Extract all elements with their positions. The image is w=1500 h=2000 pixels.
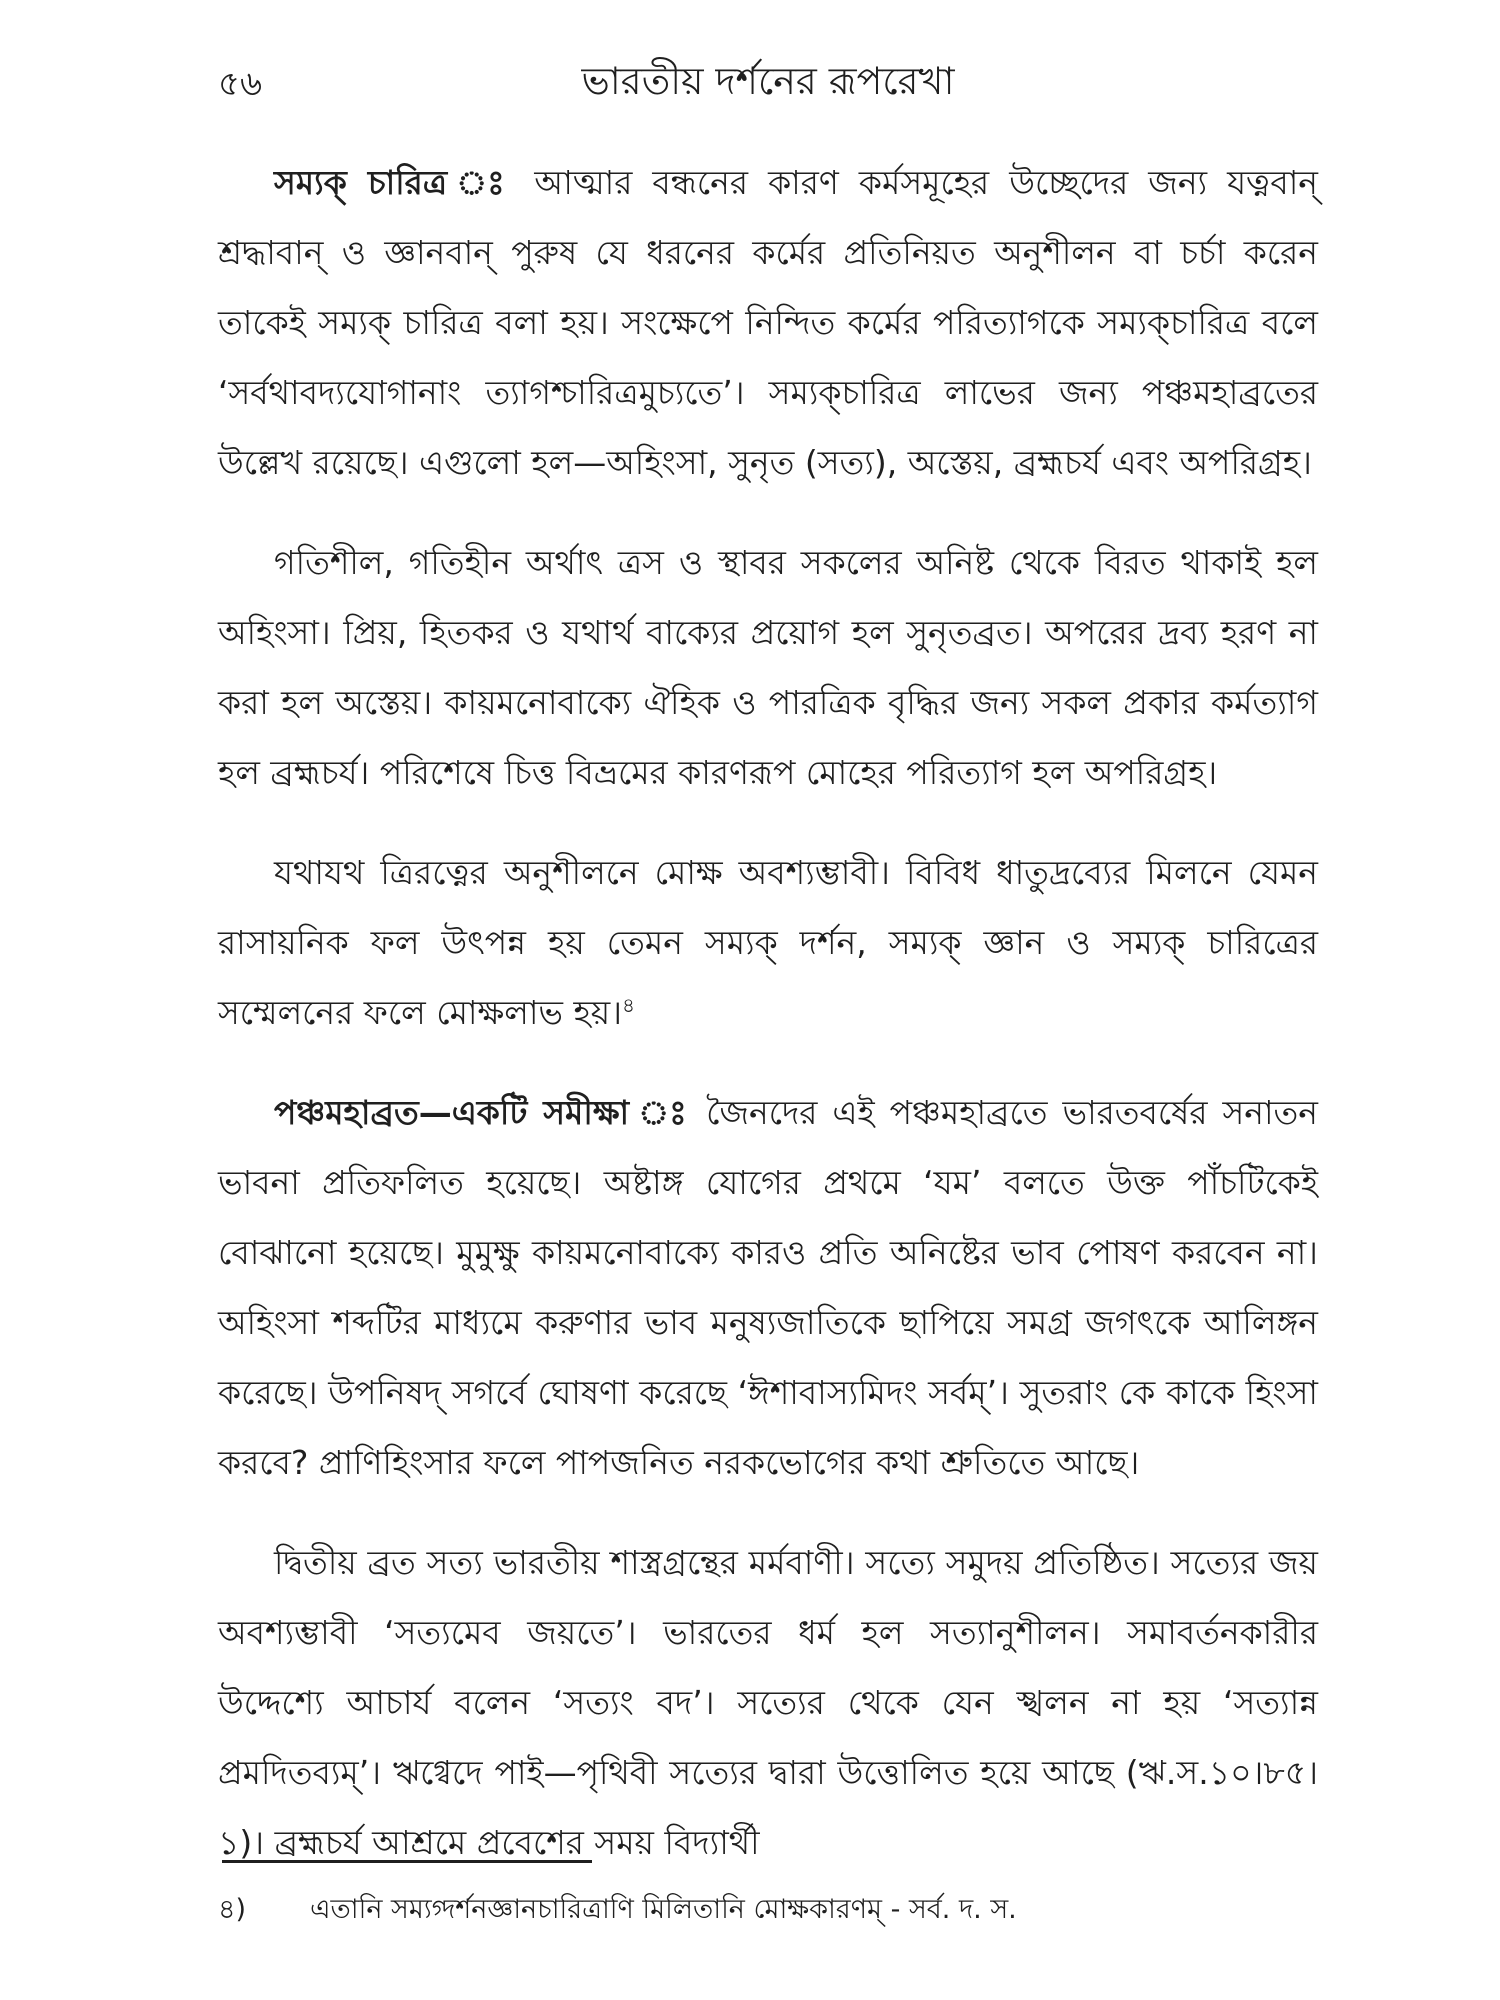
paragraph-pancha-mahavrata-review [218, 1078, 1318, 1498]
paragraph-lead-heading: পঞ্চমহাব্রত—একটি সমীক্ষা ঃ [274, 1093, 692, 1132]
footnote-divider [222, 1860, 592, 1863]
paragraph-samyak-charitra [218, 148, 1318, 498]
footnote-reference: ৪ [622, 993, 636, 1017]
body-text [218, 148, 1318, 1908]
paragraph-lead-heading: সম্যক্ চারিত্র ঃ [274, 163, 515, 202]
footnote [218, 1890, 1318, 1930]
paragraph-triratna-moksha [218, 838, 1318, 1048]
paragraph-text: গতিশীল, গতিহীন অর্থাৎ ত্রস ও স্থাবর সকলের অনিষ্ট থেকে বিরত থাকাই হল অহিংসা। প্রিয়, হিতকর ও যথার্থ বাক্যের প্রয়োগ হল সুনৃতব্রত। অপরের দ্রব্য হরণ না করা হল অস্তেয়। কায়মনোবাক্যে ঐহিক ও পারত্রিক বৃদ্ধির জন্য সকল প্রকার কর্মত্যাগ হল ব্রহ্মচর্য। পরিশেষে চিত্ত বিভ্রমের কারণরূপ মোহের পরিত্যাগ হল অপরিগ্রহ। [218, 543, 1318, 792]
paragraph-second-vow-truth [218, 1528, 1318, 1878]
paragraph-text: যথাযথ ত্রিরত্নের অনুশীলনে মোক্ষ অবশ্যম্ভাবী। বিবিধ ধাতুদ্রব্যের মিলনে যেমন রাসায়নিক ফল উৎপন্ন হয় তেমন সম্যক্ দর্শন, সম্যক্ জ্ঞান ও সম্যক্ চারিত্রের সম্মেলনের ফলে মোক্ষলাভ হয়। [218, 853, 1318, 1032]
running-title: ভারতীয় দর্শনের রূপরেখা [581, 59, 955, 103]
footnote-number: ৪) [218, 1894, 247, 1925]
page-header [218, 52, 1318, 112]
footnote-text: এতানি সম্যগ্দর্শনজ্ঞানচারিত্রাণি মিলিতানি মোক্ষকারণম্ - সর্ব. দ. স. [310, 1894, 1017, 1925]
paragraph-text: দ্বিতীয় ব্রত সত্য ভারতীয় শাস্ত্রগ্রন্থের মর্মবাণী। সত্যে সমুদয় প্রতিষ্ঠিত। সত্যের জয় অবশ্যম্ভাবী ‘সত্যমেব জয়তে’। ভারতের ধর্ম হল সত্যানুশীলন। সমাবর্তনকারীর উদ্দেশ্যে আচার্য বলেন ‘সত্যং বদ’। সত্যের থেকে যেন স্খলন না হয় ‘সত্যান্ন প্রমদিতব্যম্’। ঋগ্বেদে পাই—পৃথিবী সত্যের দ্বারা উত্তোলিত হয়ে আছে (ঋ.স.১০।৮৫।১)। ব্রহ্মচর্য আশ্রমে প্রবেশের সময় বিদ্যার্থী [218, 1543, 1318, 1862]
paragraph-text: জৈনদের এই পঞ্চমহাব্রতে ভারতবর্ষের সনাতন ভাবনা প্রতিফলিত হয়েছে। অষ্টাঙ্গ যোগের প্রথমে ‘যম’ বলতে উক্ত পাঁচটিকেই বোঝানো হয়েছে। মুমুক্ষু কায়মনোবাক্যে কারও প্রতি অনিষ্টের ভাব পোষণ করবেন না। অহিংসা শব্দটির মাধ্যমে করুণার ভাব মনুষ্যজাতিকে ছাপিয়ে সমগ্র জগৎকে আলিঙ্গন করেছে। উপনিষদ্ সগর্বে ঘোষণা করেছে ‘ঈশাবাস্যমিদং সর্বম্’। সুতরাং কে কাকে হিংসা করবে? প্রাণিহিংসার ফলে পাপজনিত নরকভোগের কথা শ্রুতিতে আছে। [218, 1093, 1318, 1482]
paragraph-text: আত্মার বন্ধনের কারণ কর্মসমূহের উচ্ছেদের জন্য যত্নবান্ শ্রদ্ধাবান্ ও জ্ঞানবান্ পুরুষ যে ধরনের কর্মের প্রতিনিয়ত অনুশীলন বা চর্চা করেন তাকেই সম্যক্ চারিত্র বলা হয়। সংক্ষেপে নিন্দিত কর্মের পরিত্যাগকে সম্যক্চারিত্র বলে ‘সর্বথাবদ্যযোগানাং ত্যাগশ্চারিত্রমুচ্যতে’। সম্যক্চারিত্র লাভের জন্য পঞ্চমহাব্রতের উল্লেখ রয়েছে। এগুলো হল—অহিংসা, সুনৃত (সত্য), অস্তেয়, ব্রহ্মচর্য এবং অপরিগ্রহ। [218, 163, 1318, 482]
paragraph-vows-explained [218, 528, 1318, 808]
page-number: ৫৬ [218, 64, 263, 104]
